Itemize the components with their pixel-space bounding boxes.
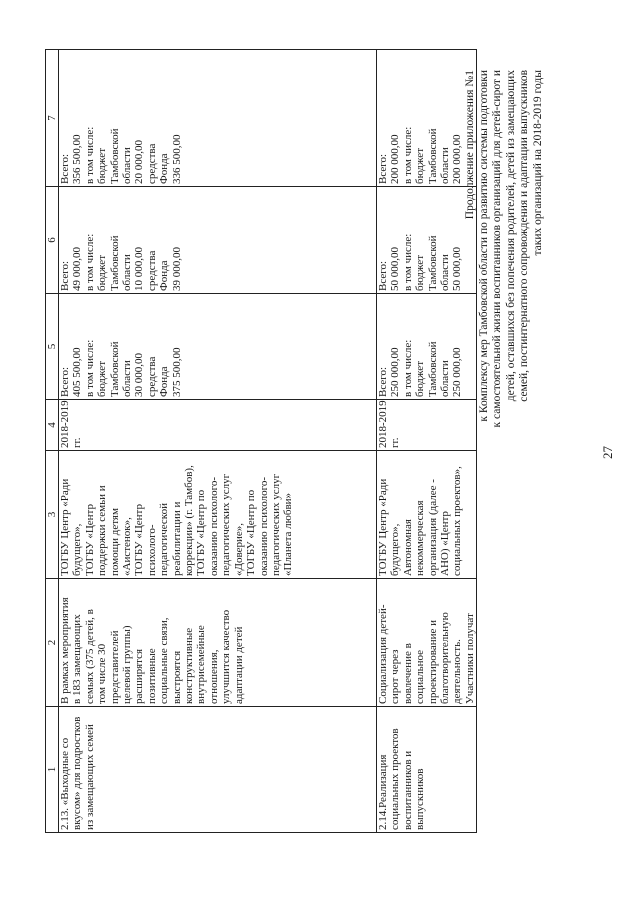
cell-line: Фонда	[158, 153, 171, 184]
cell-line: педагогических услуг	[220, 473, 233, 576]
cell-line: поддержки семьи и	[96, 485, 109, 576]
cell-line: 49 000,00	[71, 247, 84, 291]
cell-line: 250 000,00	[389, 347, 402, 397]
cell-line: ТОГБУ «Центр	[83, 504, 96, 576]
cell-line: в том числе:	[83, 126, 96, 184]
cell-line: внутрисемейные	[195, 625, 208, 704]
cell-line: АНО) «Центр	[439, 511, 452, 576]
cell-line: 50 000,00	[451, 247, 464, 291]
header-line: семей, постинтернатного сопровождения и адаптации выпускников	[518, 70, 531, 402]
cell-line: В рамках мероприятия	[59, 597, 71, 704]
table-row	[59, 50, 377, 833]
cell-line: 200 000,00	[389, 134, 402, 184]
measures-table	[45, 49, 477, 833]
cell-line: бюджет	[96, 255, 109, 291]
table-cell-c6	[377, 187, 477, 294]
cell-line: некоммерческая	[414, 500, 427, 576]
cell-line: бюджет	[96, 148, 109, 184]
cell-line: Тамбовской	[426, 128, 439, 184]
cell-line: целевой группы)	[121, 625, 134, 704]
cell-line: социальных проектов»,	[451, 466, 464, 576]
cell-line: средства	[145, 250, 158, 291]
cell-line: ТОГБУ Центр «Ради	[59, 478, 71, 576]
cell-line: психолого-	[145, 524, 158, 576]
cell-line: ТОГБУ «Центр по	[195, 489, 208, 576]
column-number-cell: 2	[46, 579, 59, 707]
table-cell-c5	[377, 294, 477, 400]
cell-line: 2.14.Реализация	[377, 754, 389, 830]
table-cell-c5	[59, 294, 377, 400]
cell-line: расширятся	[133, 648, 146, 704]
cell-line: социальные связи,	[158, 617, 171, 704]
cell-line: Фонда	[158, 366, 171, 397]
header-line: к самостоятельной жизни воспитанников организаций для детей-сирот и	[491, 70, 504, 428]
cell-line: адаптации детей	[232, 626, 245, 704]
cell-line: области	[439, 147, 452, 184]
cell-line: 375 500,00	[170, 347, 183, 397]
cell-line: Социализация детей-	[377, 604, 389, 704]
cell-line: 336 500,00	[170, 134, 183, 184]
column-number-row	[46, 50, 59, 833]
cell-line: том числе 30	[96, 643, 109, 704]
cell-line: проектирование и	[426, 619, 439, 704]
cell-line: гг.	[71, 437, 84, 448]
cell-line: «Планета любви»	[282, 492, 295, 576]
cell-line: 30 000,00	[133, 353, 146, 397]
cell-line: «Доверие»,	[232, 522, 245, 576]
cell-line: ТОГБУ Центр «Ради	[377, 478, 389, 576]
cell-line: вкусом» для подростков	[71, 716, 84, 830]
cell-line: ТОГБУ «Центр по	[245, 489, 258, 576]
cell-line: Тамбовской	[108, 235, 121, 291]
cell-line: области	[121, 254, 134, 291]
table-cell-c2	[377, 579, 477, 707]
cell-line: социальных проектов	[389, 728, 402, 830]
cell-line: отношения,	[207, 649, 220, 704]
cell-line: Участники получат	[463, 613, 476, 704]
cell-line: воспитанников и	[401, 750, 414, 830]
column-number-cell: 6	[46, 187, 59, 294]
column-number-cell: 3	[46, 451, 59, 579]
cell-line: в том числе:	[401, 339, 414, 397]
cell-line: позитивные	[145, 648, 158, 704]
column-number-cell: 5	[46, 294, 59, 400]
cell-line: педагогических услуг	[269, 473, 282, 576]
cell-line: будущего»,	[389, 523, 402, 576]
cell-line: области	[439, 360, 452, 397]
cell-line: 50 000,00	[389, 247, 402, 291]
cell-line: выстроятся	[170, 650, 183, 704]
cell-line: вовлечение в	[401, 643, 414, 704]
cell-line: оказанию психолого-	[207, 476, 220, 576]
table-cell-c4	[59, 400, 377, 451]
header-line: таких организаций на 2018-2019 годы	[531, 70, 544, 256]
table-cell-c7	[59, 50, 377, 187]
cell-line: Всего:	[377, 260, 389, 291]
cell-line: реабилитации и	[170, 501, 183, 576]
cell-line: Тамбовской	[426, 235, 439, 291]
cell-line: коррекции» (г. Тамбов),	[183, 465, 196, 576]
cell-line: благотворительную	[439, 612, 452, 704]
cell-line: бюджет	[414, 361, 427, 397]
cell-line: деятельность.	[451, 639, 464, 704]
cell-line: Фонда	[158, 260, 171, 291]
cell-line: выпускников	[414, 768, 427, 830]
table-cell-c6	[59, 187, 377, 294]
table-cell-c4	[377, 400, 477, 451]
cell-line: семьях (375 детей, в	[83, 609, 96, 704]
cell-line: Всего:	[59, 366, 71, 397]
header-line: детей, оставшихся без попечения родителей, детей из замещающих	[504, 70, 517, 402]
cell-line: конструктивные	[183, 627, 196, 704]
cell-line: 250 000,00	[451, 347, 464, 397]
cell-line: Автономная	[401, 519, 414, 576]
cell-line: области	[121, 147, 134, 184]
header-line: Продолжение приложения №1	[464, 70, 476, 220]
cell-line: социальное	[414, 649, 427, 704]
cell-line: в том числе:	[83, 233, 96, 291]
cell-line: оказанию психолого-	[257, 476, 270, 576]
cell-line: области	[121, 360, 134, 397]
column-number-cell: 1	[46, 707, 59, 833]
cell-line: 2018-2019	[59, 400, 71, 448]
cell-line: 39 000,00	[170, 247, 183, 291]
cell-line: в том числе:	[401, 126, 414, 184]
cell-line: Тамбовской	[108, 128, 121, 184]
cell-line: представителей	[108, 630, 121, 704]
header-line: к Комплексу мер Тамбовской области по развитию системы подготовки	[477, 70, 490, 422]
cell-line: «Аистенок»,	[121, 517, 134, 576]
cell-line: бюджет	[414, 255, 427, 291]
table-cell-c7	[377, 50, 477, 187]
cell-line: 2.13. «Выходные со	[59, 737, 71, 830]
cell-line: средства	[145, 356, 158, 397]
cell-line: бюджет	[96, 361, 109, 397]
cell-line: Тамбовской	[426, 341, 439, 397]
cell-line: Всего:	[59, 260, 71, 291]
cell-line: в том числе:	[83, 339, 96, 397]
table-cell-c2	[59, 579, 377, 707]
cell-line: 20 000,00	[133, 140, 146, 184]
cell-line: педагогической	[158, 503, 171, 576]
cell-line: бюджет	[414, 148, 427, 184]
cell-line: Всего:	[377, 153, 389, 184]
cell-line: улучшится качество	[220, 609, 233, 704]
cell-line: средства	[145, 143, 158, 184]
cell-line: 405 500,00	[71, 347, 84, 397]
table-cell-c1	[377, 707, 477, 833]
column-number-cell: 7	[46, 50, 59, 187]
cell-line: в том числе:	[401, 233, 414, 291]
cell-line: Всего:	[377, 366, 389, 397]
cell-line: 356 500,00	[71, 134, 84, 184]
cell-line: из замещающих семей	[83, 724, 96, 830]
cell-line: гг.	[389, 437, 402, 448]
cell-line: области	[439, 254, 452, 291]
cell-line: ТОГБУ «Центр	[133, 504, 146, 576]
page-number: 27	[600, 446, 615, 459]
cell-line: 2018-2019	[377, 400, 389, 448]
cell-line: сирот через	[389, 649, 402, 704]
cell-line: 200 000,00	[451, 134, 464, 184]
cell-line: организация (далее -	[426, 479, 439, 576]
table-cell-c1	[59, 707, 377, 833]
table-cell-c3	[59, 451, 377, 579]
cell-line: будущего»,	[71, 523, 84, 576]
cell-line: 10 000,00	[133, 247, 146, 291]
cell-line: в 183 замещающих	[71, 614, 84, 704]
table-row	[377, 50, 477, 833]
cell-line: Тамбовской	[108, 341, 121, 397]
table-cell-c3	[377, 451, 477, 579]
cell-line: помощи детям	[108, 508, 121, 576]
column-number-cell: 4	[46, 400, 59, 451]
cell-line: Всего:	[59, 153, 71, 184]
